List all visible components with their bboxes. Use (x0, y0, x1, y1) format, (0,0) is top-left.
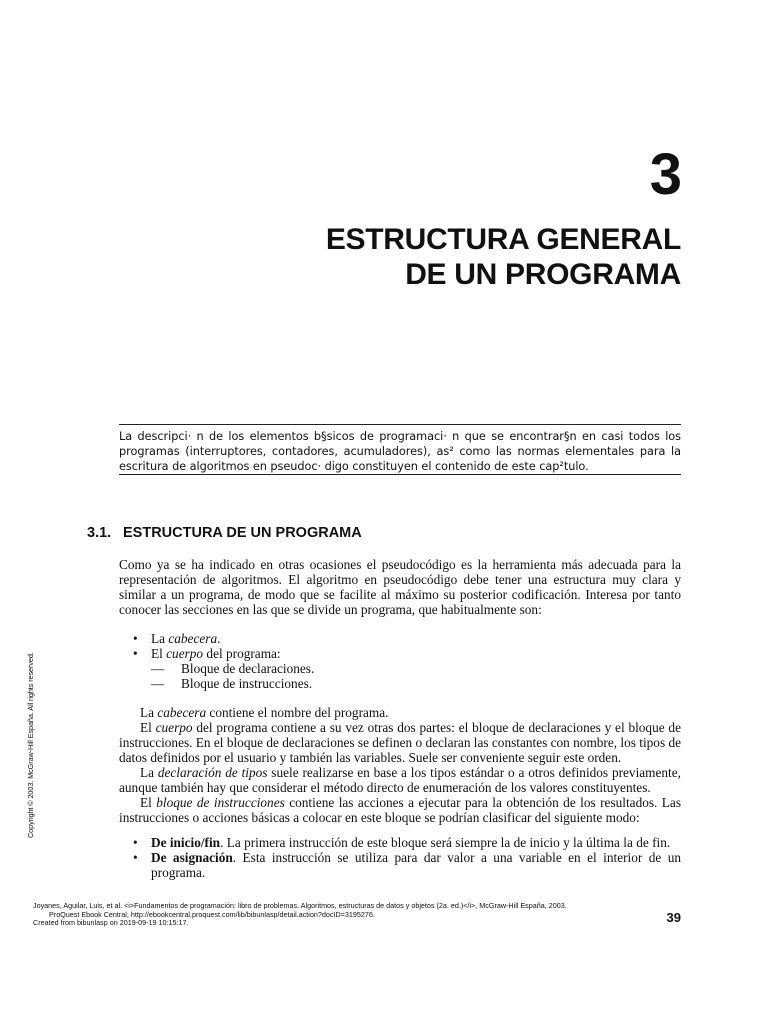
body-blocks-list (119, 661, 681, 691)
section-title: ESTRUCTURA DE UN PROGRAMA (123, 525, 362, 541)
list-item: — Bloque de declaraciones. (151, 661, 315, 676)
footer-line2: ProQuest Ebook Central, http://ebookcentral.proquest.com/lib/bibunlasp/detail.action?docID=3195276. (49, 909, 375, 919)
program-parts-list (119, 631, 681, 661)
chapter-number: 3 (649, 142, 681, 207)
paragraph-instrucciones: El bloque de instrucciones contiene las acciones a ejecutar para la obtención de los resultados. Las instrucciones o acciones básicas a colocar en este bloque se podrían clasificar del siguiente modo: (119, 795, 681, 825)
citation-footer (33, 902, 633, 928)
footer-line3: Created from bibunlasp on 2019-09-19 10:15:17. (33, 918, 189, 928)
intro-paragraph: Como ya se ha indicado en otras ocasiones el pseudocódigo es la herramienta más adecuada para la representación de algoritmos. El algoritmo en pseudocódigo debe tener una estructura muy clara y similar a un programa, de modo que se facilite al máximo su posterior codificación. Interesa por tanto conocer las secciones en las que se divide un programa, que habitualmente son: (119, 557, 681, 617)
abstract-bottom-rule (119, 474, 681, 475)
section-body (119, 557, 681, 880)
list-item: • De asignación. Esta instrucción se utiliza para dar valor a una variable en el interior de un programa. (133, 850, 681, 880)
paragraph-cuerpo: El cuerpo del programa contiene a su vez otras dos partes: el bloque de declaraciones y el bloque de instrucciones. En el bloque de declaraciones se definen o declaran las constantes con nombre, los tipos de datos definidos por el usuario y también las variables. Suele ser conveniente seguir este orden. (119, 720, 681, 765)
dash-icon: — (151, 661, 165, 676)
term-cuerpo: cuerpo (166, 646, 204, 661)
chapter-title-line1: ESTRUCTURA GENERAL (325, 223, 681, 256)
side-copyright: Copyright © 2003. McGraw-Hill España. All rights reserved. (26, 652, 35, 838)
abstract-top-rule (119, 424, 681, 425)
page-number: 39 (666, 910, 681, 925)
bullet-icon: • (133, 835, 138, 850)
bullet-icon: • (133, 850, 138, 865)
list-item: • De inicio/fin. La primera instrucción de este bloque será siempre la de inicio y la última la de fin. (133, 835, 671, 850)
paragraph-cabecera: La cabecera contiene el nombre del programa. (140, 705, 389, 720)
actions-list (119, 835, 681, 880)
list-item: — Bloque de instrucciones. (151, 676, 313, 691)
bullet-icon: • (133, 646, 138, 661)
section-number: 3.1. (87, 525, 112, 541)
section-heading (87, 524, 362, 542)
bullet-icon: • (133, 631, 138, 646)
paragraph-tipos: La declaración de tipos suele realizarse en base a los tipos estándar o a otros definidos previamente, aunque también hay que considerar el método directo de enumeración de los valores constituyentes. (119, 765, 681, 795)
chapter-abstract: La descripci· n de los elementos b§sicos de programaci· n que se encontrar§n en casi todos los programas (interruptores, contadores, acumuladores), as² como las normas elementales para la escritura de algoritmos en pseudoc· digo constituyen el contenido de este cap²tulo. (119, 430, 681, 473)
list-item: • El cuerpo del programa: (133, 646, 281, 661)
term-cabecera: cabecera (168, 631, 218, 646)
list-item: • La cabecera. (133, 631, 221, 646)
chapter-title-line2: DE UN PROGRAMA (405, 258, 681, 291)
chapter-title (201, 222, 681, 292)
dash-icon: — (151, 676, 165, 691)
footer-line1: Joyanes, Aguilar, Luis, et al. <i>Fundamentos de programación: libro de problemas. Algoritmos, estructuras de datos y objetos (2a. ed.)</i>, McGraw-Hill España, 2003. (33, 901, 567, 910)
